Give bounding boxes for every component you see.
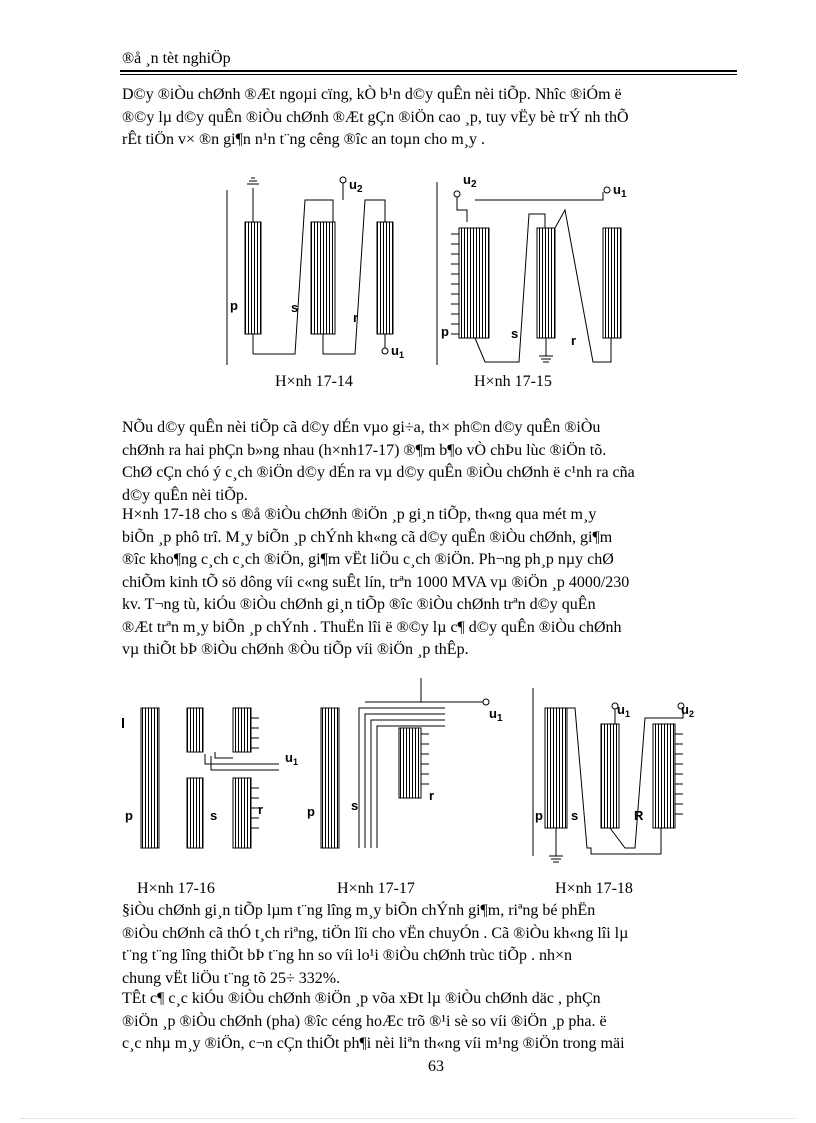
paragraph-5: [122, 988, 742, 1056]
label-r: r: [429, 788, 435, 803]
label-p: p: [307, 804, 315, 819]
text-line: ®©y lµ d©y quÊn ®iÒu chØnh ®Æt gÇn ®iÖn cao ¸p, tuy vËy bè trÝ nh thÕ: [122, 108, 629, 126]
label-s: s: [210, 808, 218, 823]
label-u1: $u_1$: [391, 343, 404, 360]
text-line: ®iÖn ¸p ®iÒu chØnh (pha) ®îc céng hoÆc trõ ®¹i sè so víi ®iÖn ¸p pha. ë: [122, 1012, 607, 1030]
text-line: ChØ cÇn chó ý c¸ch ®iÖn d©y dÉn ra vµ d©y quÊn ®iÒu chØnh ë c¹nh ra cña: [122, 464, 635, 481]
text-line: biÕn ¸p phô trî. M¸y biÕn ¸p chÝnh kh«ng cã d©y quÊn ®iÒu chØnh, gi¶m: [122, 528, 613, 546]
text-line: ®îc kho¶ng c¸ch c¸ch ®iÖn, gi¶m vËt liÖu c¸ch ®iÖn. Ph¬ng ph¸p nµy chØ: [122, 551, 614, 568]
page-bottom-border: [20, 1118, 796, 1119]
label-p: p: [230, 298, 238, 313]
label-r: r: [353, 310, 359, 325]
header-rule-thin: [120, 74, 737, 75]
label-u1: $u_1$: [617, 702, 630, 719]
text-line: chiÕm kinh tÕ sö dông víi c«ng suÊt lín, trªn 1000 MVA vµ ®iÖn ¸p 4000/230: [122, 573, 630, 591]
text-line: ®iÒu chØnh cã thÓ t¸ch riªng, tiÖn lîi cho vËn chuyÓn . Cã ®iÒu kh«ng lîi lµ: [122, 924, 629, 942]
label-s: s: [571, 808, 579, 823]
text-line: vµ thiÕt bÞ ®iÒu chØnh ®Òu tiÕp víi ®iÖn ¸p thÊp.: [122, 641, 469, 658]
figure-17-17-diagram: [321, 678, 489, 848]
label-p: p: [535, 808, 543, 823]
label-u1: $u_1$: [489, 706, 503, 724]
label-u1: $u_1$: [613, 182, 627, 200]
figure-17-18-diagram: [533, 688, 684, 862]
text-line: TÊt c¶ c¸c kiÓu ®iÒu chØnh ®iÖn ¸p võa xÐt lµ ®iÒu chØnh däc , phÇn: [122, 990, 601, 1007]
label-u2: $u_2$: [349, 177, 363, 195]
figure-17-16-17-18: [115, 678, 715, 878]
label-r: r: [571, 333, 577, 348]
text-line: kv. T¬ng tù, kiÓu ®iÒu chØnh gi¸n tiÕp ®îc ®iÒu chØnh trªn d©y quÊn: [122, 596, 596, 613]
paragraph-3: [122, 504, 742, 662]
caption-17-18: H×nh 17-18: [555, 880, 633, 897]
figure-17-14-diagram: [227, 177, 393, 365]
label-u2: $u_2$: [681, 702, 694, 719]
text-line: t¨ng t¨ng lîng thiÕt bÞ t¨ng hn so víi lo¹i ®iÒu chØnh trùc tiÕp . nh×n: [122, 947, 572, 964]
text-line: D©y ®iÒu chØnh ®Æt ngoµi cïng, kÒ b¹n d©y quÊn nèi tiÕp. Nhîc ®iÓm ë: [122, 86, 622, 103]
text-line: ®Æt trªn m¸y biÕn ¸p chÝnh . ThuËn lîi ë ®©y lµ c¶ d©y quÊn ®iÒu chØnh: [122, 618, 622, 636]
label-u2: $u_2$: [463, 172, 477, 190]
figure-17-15-diagram: [437, 182, 621, 365]
caption-17-17: H×nh 17-17: [337, 880, 415, 897]
page-header: ®å ¸n tèt nghiÖp: [122, 50, 231, 67]
figure-17-16-diagram: [123, 708, 279, 848]
figure-17-14-17-15: [215, 170, 640, 370]
text-line: §iÒu chØnh gi¸n tiÕp lµm t¨ng lîng m¸y biÕn chÝnh gi¶m, riªng bé phËn: [122, 902, 596, 919]
paragraph-4: [122, 900, 742, 990]
label-p: p: [125, 808, 133, 823]
label-s: s: [291, 300, 299, 315]
paragraph-1: [122, 84, 742, 152]
header-rule: [120, 70, 737, 72]
text-line: NÕu d©y quÊn nèi tiÕp cã d©y dÉn vµo gi÷a, th× ph©n d©y quÊn ®iÒu: [122, 419, 601, 436]
label-R: R: [634, 808, 644, 823]
caption-17-16: H×nh 17-16: [137, 880, 215, 897]
caption-17-15: H×nh 17-15: [474, 373, 552, 390]
page-number: 63: [428, 1058, 444, 1075]
label-s: s: [511, 326, 519, 341]
label-r: r: [258, 802, 264, 817]
text-line: chung vËt liÖu t¨ng tõ 25÷ 332%.: [122, 969, 341, 987]
caption-17-14: H×nh 17-14: [275, 373, 353, 390]
text-line: c¸c nhµ m¸y ®iÖn, c¬n cÇn thiÕt ph¶i nèi liªn th«ng víi m¹ng ®iÖn trong mäi: [122, 1035, 625, 1052]
paragraph-2: [122, 417, 742, 507]
text-line: rÊt tiÖn v× ®n gi¶n n¹n t¨ng cêng ®îc an toµn cho m¸y .: [122, 131, 485, 148]
label-p: p: [441, 324, 449, 339]
text-line: d©y quÊn nèi tiÕp.: [122, 486, 248, 504]
label-s: s: [351, 798, 359, 813]
label-u1: $u_1$: [285, 750, 298, 767]
text-line: H×nh 17-18 cho s ®å ®iÒu chØnh ®iÖn ¸p gi¸n tiÕp, th«ng qua mét m¸y: [122, 506, 597, 523]
text-line: chØnh ra hai phÇn b»ng nhau (h×nh17-17) ®¶m b¶o vÒ chÞu lùc ®iÖn tõ.: [122, 441, 607, 459]
